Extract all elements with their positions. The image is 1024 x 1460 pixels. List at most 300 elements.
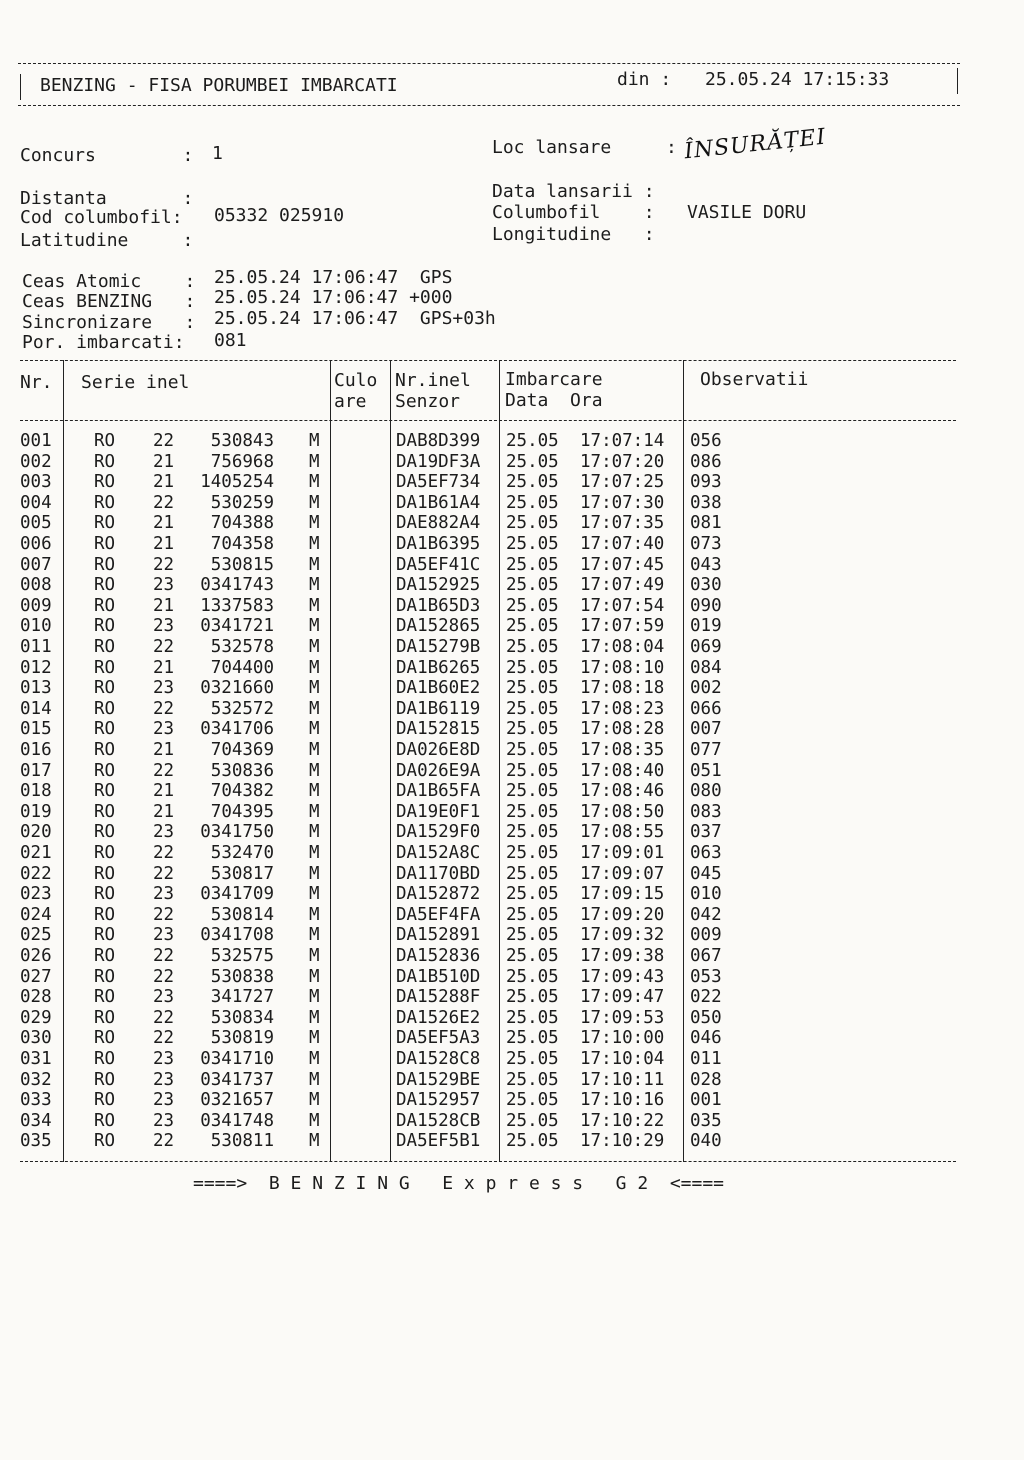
row-time: 17:08:40 (580, 760, 665, 781)
th-imbarcare-2: Data Ora (505, 390, 603, 411)
table-bottom-rule (20, 1161, 956, 1162)
row-time: 17:07:54 (580, 595, 665, 616)
row-time: 17:08:28 (580, 719, 665, 740)
row-country: RO (94, 1131, 116, 1152)
row-year: 21 (153, 657, 175, 678)
row-year: 22 (153, 554, 175, 575)
row-country: RO (94, 884, 116, 905)
row-time: 17:08:35 (580, 740, 665, 760)
row-date: 25.05 (506, 1090, 559, 1111)
row-country: RO (94, 843, 116, 863)
row-number: 003 (20, 472, 52, 493)
row-year: 22 (153, 843, 175, 863)
row-sex: M (309, 987, 320, 1008)
row-ring-number: 0341706 (200, 719, 274, 740)
row-date: 25.05 (506, 843, 559, 863)
row-number: 019 (20, 801, 52, 822)
row-observation: 009 (690, 925, 722, 946)
row-date: 25.05 (506, 1069, 559, 1090)
row-date: 25.05 (506, 925, 559, 946)
row-country: RO (94, 1049, 116, 1069)
row-sex: M (309, 946, 320, 966)
table-row (0, 472, 1024, 493)
row-date: 25.05 (506, 904, 559, 925)
latitudine-label: Latitudine : (20, 230, 194, 251)
row-country: RO (94, 904, 116, 925)
row-sensor-id: DA1526E2 (396, 1007, 481, 1028)
row-observation: 030 (690, 575, 722, 596)
row-sex: M (309, 657, 320, 678)
row-number: 029 (20, 1007, 52, 1028)
row-sensor-id: DA152836 (396, 946, 481, 966)
row-sex: M (309, 554, 320, 575)
row-year: 22 (153, 1028, 175, 1049)
row-sensor-id: DA5EF5A3 (396, 1028, 481, 1049)
row-country: RO (94, 637, 116, 657)
row-observation: 063 (690, 843, 722, 863)
row-observation: 053 (690, 966, 722, 987)
row-sex: M (309, 719, 320, 740)
row-country: RO (94, 760, 116, 781)
row-time: 17:08:18 (580, 678, 665, 699)
row-country: RO (94, 575, 116, 596)
row-year: 23 (153, 987, 175, 1008)
row-ring-number: 530259 (210, 492, 274, 513)
row-sex: M (309, 1007, 320, 1028)
row-ring-number: 756968 (210, 451, 274, 472)
row-observation: 011 (690, 1049, 722, 1069)
row-sex: M (309, 698, 320, 719)
table-row (0, 513, 1024, 534)
row-time: 17:07:20 (580, 451, 665, 472)
row-ring-number: 704395 (210, 801, 274, 822)
row-observation: 090 (690, 595, 722, 616)
table-row (0, 555, 1024, 576)
table-row (0, 431, 1024, 452)
table-row (0, 967, 1024, 988)
row-year: 21 (153, 801, 175, 822)
row-number: 015 (20, 719, 52, 740)
row-year: 23 (153, 1069, 175, 1090)
row-ring-number: 530815 (210, 554, 274, 575)
row-observation: 073 (690, 534, 722, 554)
row-year: 21 (153, 595, 175, 616)
row-sensor-id: DA152891 (396, 925, 481, 946)
row-sensor-id: DA5EF41C (396, 554, 481, 575)
row-observation: 086 (690, 451, 722, 472)
row-date: 25.05 (506, 513, 559, 534)
row-country: RO (94, 472, 116, 493)
row-date: 25.05 (506, 863, 559, 884)
ceas-benzing-label: Ceas BENZING : (22, 291, 196, 312)
row-country: RO (94, 1110, 116, 1131)
row-number: 024 (20, 904, 52, 925)
row-sex: M (309, 966, 320, 987)
row-ring-number: 704382 (210, 781, 274, 802)
row-date: 25.05 (506, 781, 559, 802)
row-time: 17:10:11 (580, 1069, 665, 1090)
row-ring-number: 341727 (210, 987, 274, 1008)
row-date: 25.05 (506, 719, 559, 740)
row-country: RO (94, 513, 116, 534)
row-year: 22 (153, 863, 175, 884)
row-date: 25.05 (506, 1007, 559, 1028)
row-year: 22 (153, 698, 175, 719)
row-observation: 081 (690, 513, 722, 534)
row-time: 17:09:53 (580, 1007, 665, 1028)
row-year: 23 (153, 925, 175, 946)
row-year: 23 (153, 822, 175, 843)
row-date: 25.05 (506, 1110, 559, 1131)
row-date: 25.05 (506, 946, 559, 966)
table-row (0, 781, 1024, 802)
row-number: 034 (20, 1110, 52, 1131)
row-country: RO (94, 554, 116, 575)
row-country: RO (94, 431, 116, 451)
row-ring-number: 0341708 (200, 925, 274, 946)
row-sensor-id: DA1B6119 (396, 698, 481, 719)
row-observation: 019 (690, 616, 722, 637)
row-number: 028 (20, 987, 52, 1008)
row-year: 23 (153, 678, 175, 699)
row-sex: M (309, 678, 320, 699)
table-row (0, 905, 1024, 926)
row-time: 17:08:10 (580, 657, 665, 678)
row-ring-number: 1405254 (200, 472, 274, 493)
row-year: 23 (153, 616, 175, 637)
row-number: 026 (20, 946, 52, 966)
row-sensor-id: DA1B510D (396, 966, 481, 987)
row-number: 027 (20, 966, 52, 987)
row-observation: 093 (690, 472, 722, 493)
row-observation: 040 (690, 1131, 722, 1152)
th-nrinel-1: Nr.inel (395, 370, 471, 391)
row-ring-number: 530811 (210, 1131, 274, 1152)
table-row (0, 1028, 1024, 1049)
row-country: RO (94, 698, 116, 719)
row-date: 25.05 (506, 472, 559, 493)
row-sensor-id: DA152865 (396, 616, 481, 637)
table-header-rule (20, 420, 956, 421)
row-sensor-id: DA5EF5B1 (396, 1131, 481, 1152)
row-country: RO (94, 595, 116, 616)
row-number: 018 (20, 781, 52, 802)
columbofil-label: Columbofil : (492, 202, 655, 223)
longitudine-label: Longitudine : (492, 224, 655, 245)
row-date: 25.05 (506, 822, 559, 843)
row-observation: 038 (690, 492, 722, 513)
table-row (0, 884, 1024, 905)
row-sex: M (309, 1131, 320, 1152)
row-sensor-id: DA1B65FA (396, 781, 481, 802)
row-country: RO (94, 740, 116, 760)
row-observation: 077 (690, 740, 722, 760)
row-ring-number: 0341721 (200, 616, 274, 637)
row-sex: M (309, 616, 320, 637)
row-number: 001 (20, 431, 52, 451)
row-sex: M (309, 884, 320, 905)
row-ring-number: 532578 (210, 637, 274, 657)
row-year: 23 (153, 719, 175, 740)
row-country: RO (94, 657, 116, 678)
row-year: 22 (153, 431, 175, 451)
ceas-benzing-value: 25.05.24 17:06:47 +000 (214, 287, 453, 308)
row-country: RO (94, 863, 116, 884)
row-ring-number: 0341709 (200, 884, 274, 905)
row-year: 23 (153, 1110, 175, 1131)
row-sex: M (309, 904, 320, 925)
row-date: 25.05 (506, 595, 559, 616)
row-sex: M (309, 740, 320, 760)
row-time: 17:09:47 (580, 987, 665, 1008)
row-observation: 069 (690, 637, 722, 657)
row-sensor-id: DA5EF4FA (396, 904, 481, 925)
row-ring-number: 530819 (210, 1028, 274, 1049)
row-year: 23 (153, 1049, 175, 1069)
row-sensor-id: DA152925 (396, 575, 481, 596)
report-date-label: din : (617, 69, 672, 90)
row-number: 033 (20, 1090, 52, 1111)
distanta-label: Distanta : (20, 188, 194, 209)
row-sensor-id: DA1528C8 (396, 1049, 481, 1069)
row-time: 17:07:30 (580, 492, 665, 513)
row-date: 25.05 (506, 451, 559, 472)
row-time: 17:10:04 (580, 1049, 665, 1069)
row-ring-number: 0341737 (200, 1069, 274, 1090)
row-observation: 035 (690, 1110, 722, 1131)
row-year: 22 (153, 966, 175, 987)
footer-banner: ====> B E N Z I N G E x p r e s s G 2 <==== (193, 1173, 725, 1194)
row-date: 25.05 (506, 575, 559, 596)
row-observation: 037 (690, 822, 722, 843)
row-country: RO (94, 822, 116, 843)
row-year: 22 (153, 904, 175, 925)
th-serie-inel: Serie inel (81, 372, 190, 393)
row-observation: 007 (690, 719, 722, 740)
row-time: 17:07:40 (580, 534, 665, 554)
table-row (0, 493, 1024, 514)
th-nrinel-2: Senzor (395, 391, 461, 412)
row-ring-number: 530814 (210, 904, 274, 925)
header-top-rule (18, 63, 960, 64)
row-sensor-id: DA5EF734 (396, 472, 481, 493)
row-sex: M (309, 637, 320, 657)
row-country: RO (94, 451, 116, 472)
row-number: 022 (20, 863, 52, 884)
row-ring-number: 530838 (210, 966, 274, 987)
data-lansarii-label: Data lansarii : (492, 181, 655, 202)
loc-lansare-label: Loc lansare (492, 137, 612, 158)
row-observation: 045 (690, 863, 722, 884)
concurs-value: 1 (212, 143, 223, 164)
row-number: 011 (20, 637, 52, 657)
row-observation: 050 (690, 1007, 722, 1028)
row-ring-number: 0341748 (200, 1110, 274, 1131)
row-ring-number: 0341750 (200, 822, 274, 843)
row-sex: M (309, 431, 320, 451)
row-time: 17:10:16 (580, 1090, 665, 1111)
row-observation: 066 (690, 698, 722, 719)
row-ring-number: 532575 (210, 946, 274, 966)
row-observation: 010 (690, 884, 722, 905)
table-row (0, 637, 1024, 658)
sincronizare-value: 25.05.24 17:06:47 GPS+03h (214, 308, 496, 329)
table-row (0, 616, 1024, 637)
table-row (0, 740, 1024, 761)
th-culoare-2: are (334, 391, 367, 412)
row-sex: M (309, 925, 320, 946)
table-row (0, 678, 1024, 699)
row-sex: M (309, 781, 320, 802)
row-date: 25.05 (506, 698, 559, 719)
row-year: 23 (153, 1090, 175, 1111)
row-year: 21 (153, 534, 175, 554)
row-date: 25.05 (506, 1131, 559, 1152)
row-ring-number: 0341710 (200, 1049, 274, 1069)
row-ring-number: 532572 (210, 698, 274, 719)
row-time: 17:10:00 (580, 1028, 665, 1049)
row-ring-number: 704400 (210, 657, 274, 678)
row-date: 25.05 (506, 740, 559, 760)
loc-lansare-sep: : (666, 137, 677, 158)
row-sensor-id: DA152815 (396, 719, 481, 740)
row-number: 020 (20, 822, 52, 843)
row-sensor-id: DA1529BE (396, 1069, 481, 1090)
table-row (0, 719, 1024, 740)
row-sensor-id: DA1B60E2 (396, 678, 481, 699)
row-ring-number: 704358 (210, 534, 274, 554)
table-row (0, 1111, 1024, 1132)
row-ring-number: 0321657 (200, 1090, 274, 1111)
row-sex: M (309, 1069, 320, 1090)
row-time: 17:08:46 (580, 781, 665, 802)
porumbei-imbarcati-label: Por. imbarcati: (22, 332, 185, 353)
table-row (0, 843, 1024, 864)
row-date: 25.05 (506, 987, 559, 1008)
table-row (0, 658, 1024, 679)
row-country: RO (94, 925, 116, 946)
row-year: 21 (153, 451, 175, 472)
row-sex: M (309, 1028, 320, 1049)
row-number: 031 (20, 1049, 52, 1069)
row-sex: M (309, 801, 320, 822)
row-time: 17:07:14 (580, 431, 665, 451)
row-time: 17:07:49 (580, 575, 665, 596)
row-sensor-id: DAB8D399 (396, 431, 481, 451)
row-date: 25.05 (506, 637, 559, 657)
row-observation: 001 (690, 1090, 722, 1111)
row-year: 23 (153, 884, 175, 905)
row-year: 22 (153, 1131, 175, 1152)
row-ring-number: 704388 (210, 513, 274, 534)
row-country: RO (94, 678, 116, 699)
row-year: 21 (153, 740, 175, 760)
row-sex: M (309, 472, 320, 493)
row-sex: M (309, 822, 320, 843)
row-ring-number: 530817 (210, 863, 274, 884)
row-date: 25.05 (506, 492, 559, 513)
row-number: 032 (20, 1069, 52, 1090)
row-sensor-id: DA1170BD (396, 863, 481, 884)
row-time: 17:07:35 (580, 513, 665, 534)
row-sex: M (309, 843, 320, 863)
table-row (0, 802, 1024, 823)
row-time: 17:08:04 (580, 637, 665, 657)
table-row (0, 452, 1024, 473)
row-observation: 083 (690, 801, 722, 822)
row-sensor-id: DA1528CB (396, 1110, 481, 1131)
row-sex: M (309, 513, 320, 534)
row-observation: 084 (690, 657, 722, 678)
row-sensor-id: DA026E9A (396, 760, 481, 781)
concurs-label: Concurs : (20, 145, 194, 166)
row-year: 22 (153, 760, 175, 781)
row-sensor-id: DA152957 (396, 1090, 481, 1111)
row-number: 012 (20, 657, 52, 678)
row-year: 21 (153, 781, 175, 802)
table-row (0, 1049, 1024, 1070)
row-sensor-id: DA19E0F1 (396, 801, 481, 822)
row-sex: M (309, 451, 320, 472)
row-observation: 028 (690, 1069, 722, 1090)
row-country: RO (94, 492, 116, 513)
row-year: 22 (153, 946, 175, 966)
table-top-rule (20, 360, 956, 361)
table-row (0, 864, 1024, 885)
row-sensor-id: DA15279B (396, 637, 481, 657)
row-ring-number: 0341743 (200, 575, 274, 596)
th-imbarcare-1: Imbarcare (505, 369, 603, 390)
row-observation: 002 (690, 678, 722, 699)
row-sensor-id: DA1B61A4 (396, 492, 481, 513)
row-time: 17:07:45 (580, 554, 665, 575)
row-ring-number: 532470 (210, 843, 274, 863)
row-number: 006 (20, 534, 52, 554)
row-observation: 046 (690, 1028, 722, 1049)
row-sex: M (309, 760, 320, 781)
row-time: 17:09:20 (580, 904, 665, 925)
row-sex: M (309, 1090, 320, 1111)
row-observation: 043 (690, 554, 722, 575)
row-date: 25.05 (506, 1049, 559, 1069)
header-bottom-rule (18, 105, 960, 106)
row-number: 014 (20, 698, 52, 719)
row-number: 021 (20, 843, 52, 863)
report-title: BENZING - FISA PORUMBEI IMBARCATI (40, 75, 398, 96)
row-sex: M (309, 1110, 320, 1131)
row-date: 25.05 (506, 760, 559, 781)
row-country: RO (94, 1069, 116, 1090)
row-time: 17:07:25 (580, 472, 665, 493)
row-number: 005 (20, 513, 52, 534)
row-sensor-id: DA19DF3A (396, 451, 481, 472)
ceas-atomic-label: Ceas Atomic : (22, 271, 196, 292)
row-country: RO (94, 1007, 116, 1028)
row-date: 25.05 (506, 966, 559, 987)
row-number: 017 (20, 760, 52, 781)
cod-columbofil-label: Cod columbofil: (20, 207, 183, 228)
row-number: 008 (20, 575, 52, 596)
row-date: 25.05 (506, 801, 559, 822)
row-country: RO (94, 781, 116, 802)
row-year: 21 (153, 472, 175, 493)
header-left-border (20, 74, 21, 100)
row-time: 17:09:38 (580, 946, 665, 966)
ceas-atomic-value: 25.05.24 17:06:47 GPS (214, 267, 453, 288)
row-date: 25.05 (506, 678, 559, 699)
row-time: 17:09:01 (580, 843, 665, 863)
row-date: 25.05 (506, 431, 559, 451)
